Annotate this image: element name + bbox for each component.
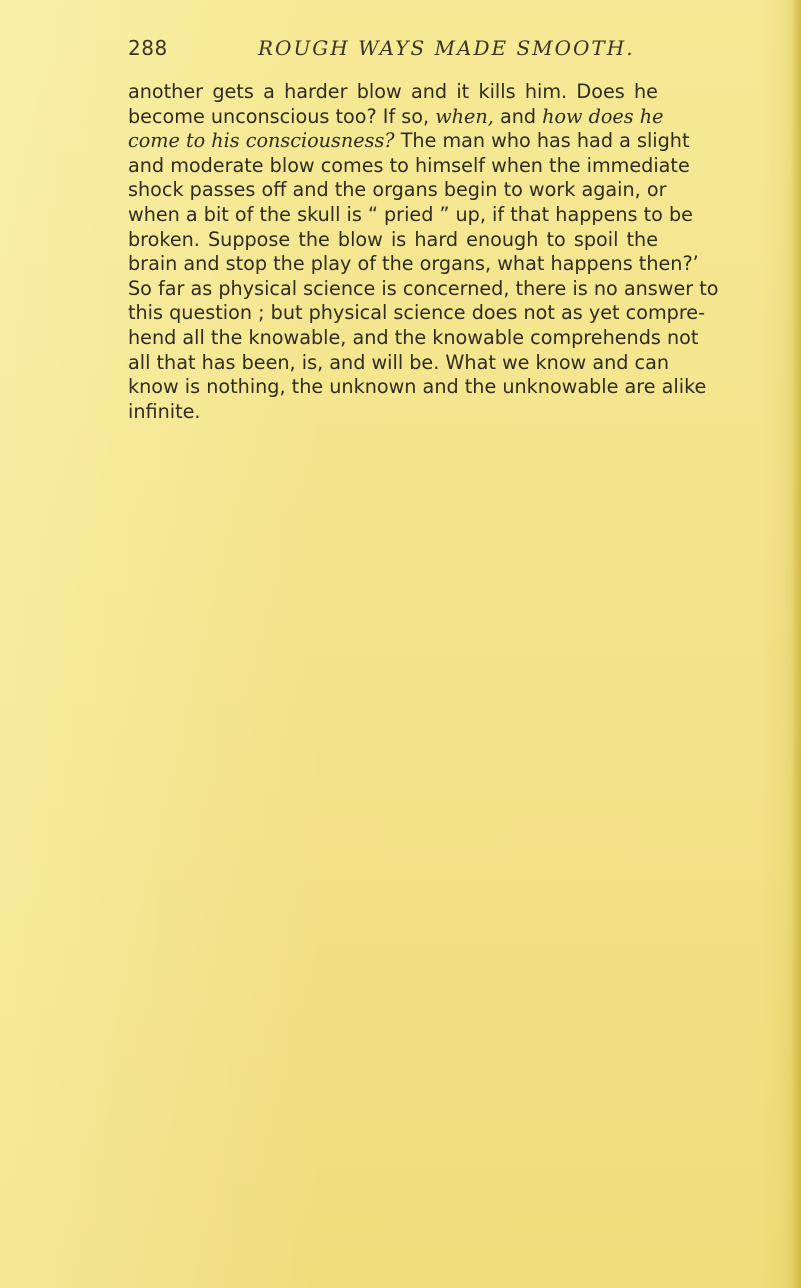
text-run: become unconscious too? If so, — [128, 104, 436, 128]
text-line: hend all the knowable, and the knowable comprehends not — [128, 325, 699, 349]
text-line: broken. Suppose the blow is hard enough to spoil the — [128, 227, 658, 251]
body-paragraph — [128, 80, 719, 424]
page-number: 288 — [128, 36, 168, 60]
text-line: and moderate blow comes to himself when the immediate — [128, 153, 690, 177]
text-line — [128, 129, 690, 154]
text-line: know is nothing, the unknown and the unknowable are alike — [128, 375, 707, 399]
text-line: infinite. — [128, 399, 201, 423]
text-line: when a bit of the skull is “ pried ” up, if that happens to be — [128, 202, 693, 226]
text-line — [128, 104, 664, 130]
text-line: So far as physical science is concerned, there is no answer to — [128, 276, 719, 300]
page-edge-shadow — [791, 0, 801, 1288]
italic-run: how does he — [542, 104, 664, 128]
italic-run: come to his consciousness? — [128, 129, 395, 153]
text-line: shock passes off and the organs begin to work again, or — [128, 178, 667, 202]
text-line: this question ; but physical science does not as yet compre- — [128, 301, 706, 325]
italic-run: when, — [435, 104, 494, 128]
text-line: all that has been, is, and will be. What we know and can — [128, 350, 670, 374]
running-head — [128, 36, 648, 62]
text-line: brain and stop the play of the organs, what happens then?’ — [128, 252, 699, 276]
text-run: The man who has had a slight — [394, 129, 690, 153]
text-run: and — [493, 104, 543, 128]
running-title: ROUGH WAYS MADE SMOOTH. — [258, 36, 635, 60]
text-line: another gets a harder blow and it kills him. Does he — [128, 80, 658, 103]
